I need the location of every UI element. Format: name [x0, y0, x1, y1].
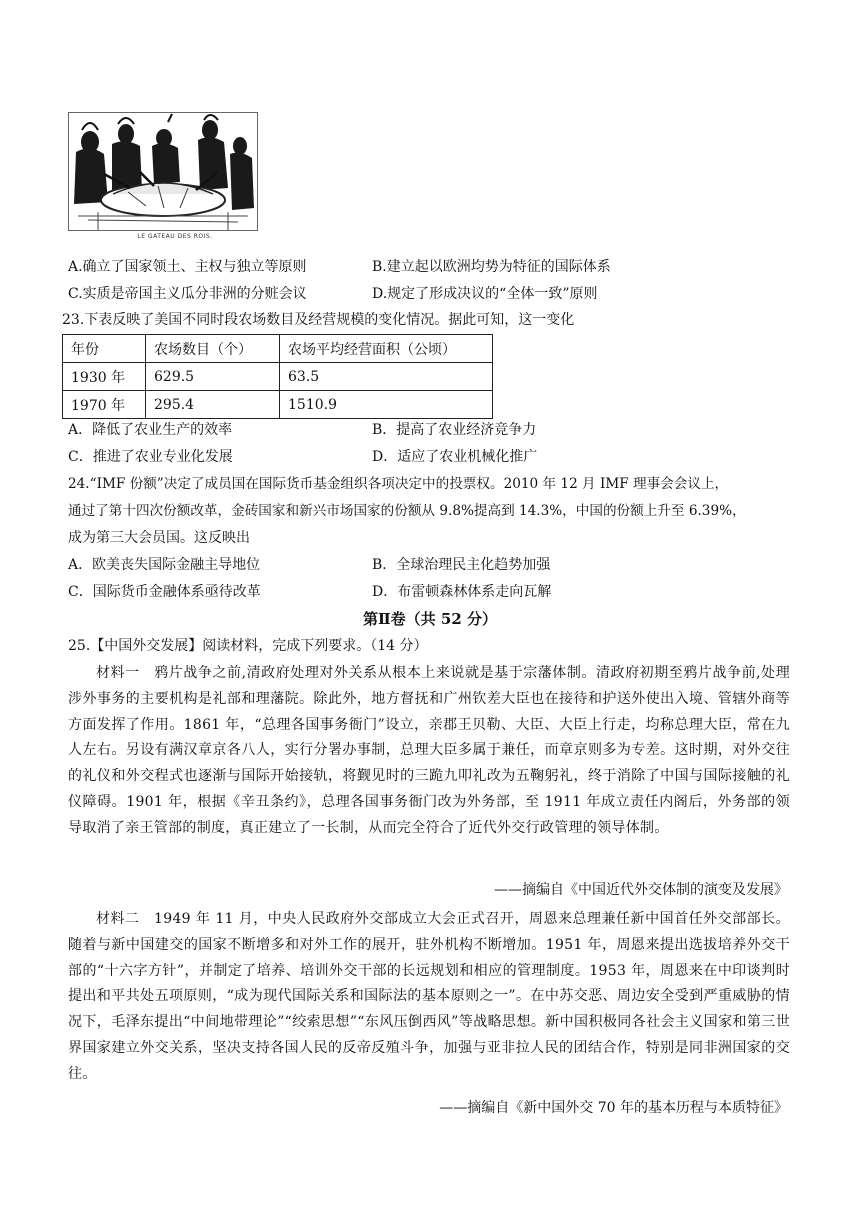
- q24-option-d[interactable]: D．布雷顿森林体系走向瓦解: [372, 584, 552, 600]
- q23-stem: 23.下表反映了美国不同时段农场数目及经营规模的变化情况。据此可知，这一变化: [62, 312, 575, 328]
- table-row: [63, 363, 493, 391]
- table-header-row: [63, 335, 493, 363]
- table-cell: 1510.9: [280, 391, 493, 419]
- q25-stem: 25.【中国外交发展】阅读材料，完成下列要求。（14 分）: [68, 638, 428, 654]
- material-2-paragraph: 材料二 1949 年 11 月，中央人民政府外交部成立大会正式召开，周恩来总理兼任新中国首任外交部部长。随着与新中国建交的国家不断增多和对外工作的展开，驻外机构不断增加。1951 年，周恩来提出选拔培养外交干部的“十六字方针”，并制定了培养、培训外交干部的长远规划和相应的管理制度。1953 年，周恩来在中印谈判时提出和平共处五项原则，“成为现代国际关系和国际法的基本原则之一”。在中苏交恶、周边安全受到严重威胁的情况下，毛泽东提出“中间地带理论”“绞索思想”“东风压倒西风”等战略思想。新中国积极同各社会主义国家和第三世界国家建立外交关系，坚决支持各国人民的反帝反殖斗争，加强与亚非拉人民的团结合作，特别是同非洲国家的交往。: [68, 911, 790, 1082]
- table-header-cell: 农场数目（个）: [146, 335, 280, 363]
- cartoon-illustration: [68, 112, 258, 242]
- table-header-cell: 农场平均经营面积（公顷）: [280, 335, 493, 363]
- q22-option-d[interactable]: D.规定了形成决议的“全体一致”原则: [372, 286, 598, 302]
- table-cell: 1970 年: [63, 391, 146, 419]
- q24-stem-line: 成为第三大会员国。这反映出: [68, 530, 250, 546]
- q24-stem-line: 通过了第十四次份额改革，金砖国家和新兴市场国家的份额从 9.8%提高到 14.3%，中国的份额上升至 6.39%，: [68, 503, 746, 519]
- q23-option-a[interactable]: A．降低了农业生产的效率: [68, 422, 233, 438]
- q23-option-d[interactable]: D．适应了农业机械化推广: [372, 449, 538, 465]
- table-cell: 1930 年: [63, 363, 146, 391]
- q24-option-b[interactable]: B．全球治理民主化趋势加强: [372, 557, 551, 573]
- table-cell: 629.5: [146, 363, 280, 391]
- q22-option-a[interactable]: A.确立了国家领土、主权与独立等原则: [68, 259, 307, 275]
- q24-stem-line: 24.“IMF 份额”决定了成员国在国际货币基金组织各项决定中的投票权。2010 年 12 月 IMF 理事会会议上，: [68, 476, 729, 492]
- cartoon-image: [68, 112, 258, 242]
- material-1-paragraph: 材料一 鸦片战争之前,清政府处理对外关系从根本上来说就是基于宗藩体制。清政府初期至鸦片战争前,处理涉外事务的主要机构是礼部和理藩院。除此外，地方督抚和广州钦差大臣也在接待和护送外使出入境、管辖外商等方面发挥了作用。1861 年，“总理各国事务衙门”设立，亲郡王贝勒、大臣、大臣上行走，均称总理大臣，常在九人左右。另设有满汉章京各八人，实行分署办事制，总理大臣多属于兼任，而章京则多为专差。这时期，对外交往的礼仪和外交程式也逐渐与国际开始接轨，将觐见时的三跪九叩礼改为五鞠躬礼，终于消除了中国与国际接触的礼仪障碍。1901 年，根据《辛丑条约》，总理各国事务衙门改为外务部，至 1911 年成立责任内阁后，外务部的领导取消了亲王管部的制度，真正建立了一长制，从而完全符合了近代外交行政管理的领导体制。: [68, 665, 790, 836]
- material-2-source: ——摘编自《新中国外交 70 年的基本历程与本质特征》: [439, 1100, 788, 1116]
- table-row: [63, 391, 493, 419]
- q23-option-c[interactable]: C．推进了农业专业化发展: [68, 449, 233, 465]
- q22-option-c[interactable]: C.实质是帝国主义瓜分非洲的分赃会议: [68, 286, 307, 302]
- q23-option-b[interactable]: B．提高了农业经济竞争力: [372, 422, 537, 438]
- material-1-source: ——摘编自《中国近代外交体制的演变及发展》: [494, 882, 788, 898]
- table-cell: 295.4: [146, 391, 280, 419]
- cartoon-caption: LE GATEAU DES ROIS.: [137, 233, 213, 240]
- q22-option-b[interactable]: B.建立起以欧洲均势为特征的国际体系: [372, 259, 611, 275]
- table-cell: 63.5: [280, 363, 493, 391]
- q24-option-a[interactable]: A．欧美丧失国际金融主导地位: [68, 557, 261, 573]
- section-title: 第Ⅱ卷（共 52 分）: [363, 610, 497, 628]
- q24-option-c[interactable]: C．国际货币金融体系亟待改革: [68, 584, 261, 600]
- farm-table: [62, 334, 493, 419]
- table-header-cell: 年份: [63, 335, 146, 363]
